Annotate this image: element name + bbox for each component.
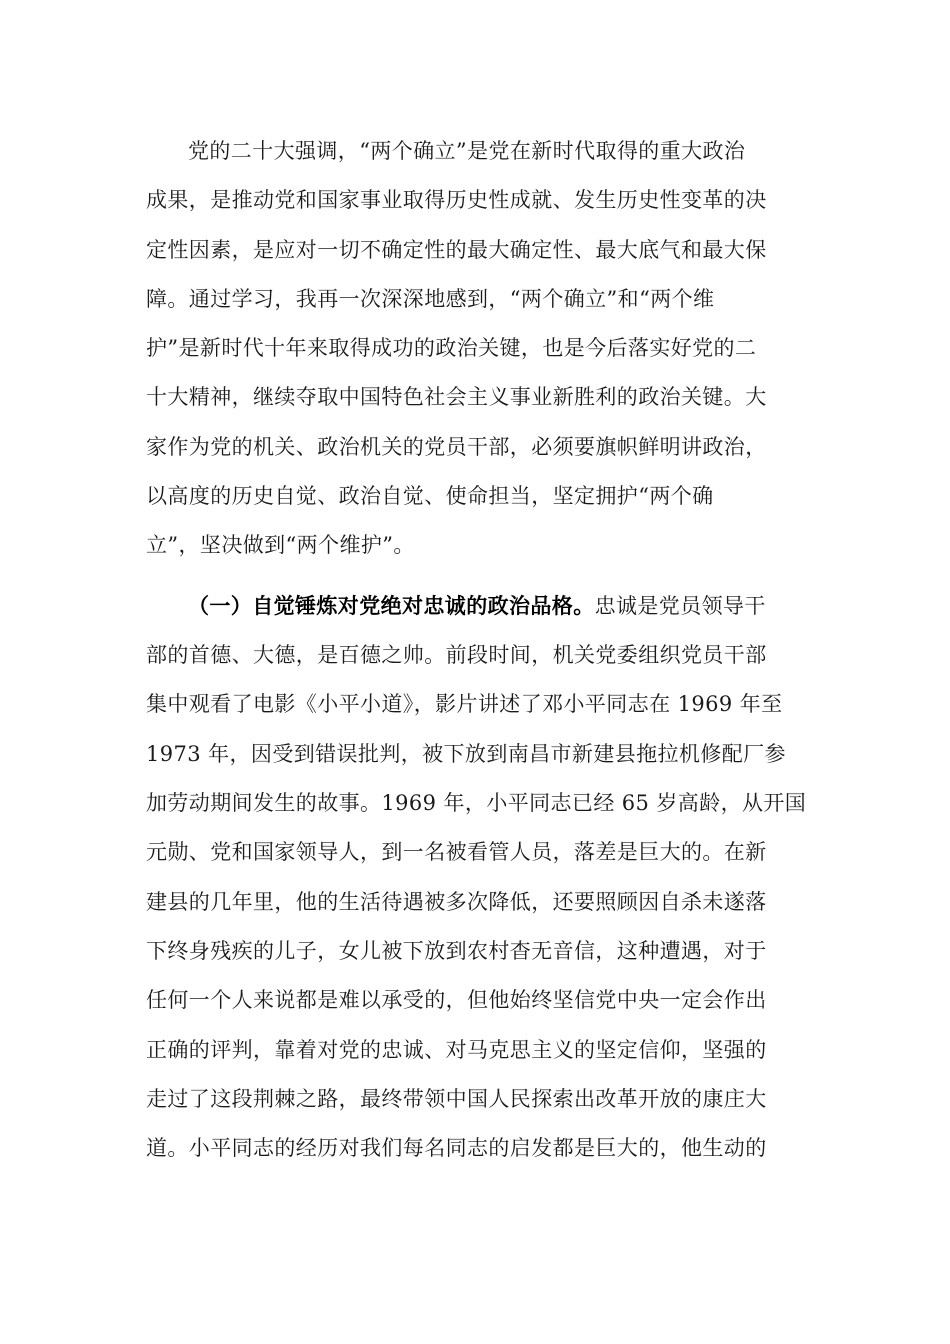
paragraph1-line-6: 十大精神，继续夺取中国特色社会主义事业新胜利的政治关键。大	[146, 385, 767, 409]
paragraph1-line-2: 成果，是推动党和国家事业取得历史性成就、发生历史性变革的决	[146, 188, 767, 212]
paragraph2-line-10: 正确的评判，靠着对党的忠诚、对马克思主义的坚定信仰，坚强的	[146, 1038, 767, 1062]
paragraph2-first-line-text: 忠诚是党员领导干	[594, 594, 766, 618]
paragraph2-line-12: 道。小平同志的经历对我们每名同志的启发都是巨大的，他生动的	[146, 1136, 767, 1160]
paragraph1-line-3: 定性因素，是应对一切不确定性的最大确定性、最大底气和最大保	[146, 238, 767, 262]
paragraph1-line-1: 党的二十大强调，“两个确立”是党在新时代取得的重大政治	[188, 139, 746, 163]
paragraph2-line-5: 加劳动期间发生的故事。1969 年，小平同志已经 65 岁高龄，从开国	[146, 791, 807, 815]
section-heading: （一）自觉锤炼对党绝对忠诚的政治品格。	[188, 593, 595, 618]
paragraph1-line-5: 护”是新时代十年来取得成功的政治关键，也是今后落实好党的二	[146, 336, 757, 360]
paragraph2-line-3: 集中观看了电影《小平小道》，影片讲述了邓小平同志在 1969 年至	[146, 692, 783, 716]
body-text	[146, 0, 806, 1344]
paragraph2-line-2: 部的首德、大德，是百德之帅。前段时间，机关党委组织党员干部	[146, 643, 767, 667]
paragraph1-line-4: 障。通过学习，我再一次深深地感到，“两个确立”和“两个维	[146, 287, 715, 311]
paragraph2-line-8: 下终身残疾的儿子，女儿被下放到农村杳无音信，这种遭遇，对于	[146, 939, 767, 963]
paragraph1-line-9: 立”，坚决做到“两个维护”。	[146, 533, 415, 557]
paragraph1-line-8: 以高度的历史自觉、政治自觉、使命担当，坚定拥护“两个确	[146, 484, 714, 508]
paragraph2-line-11: 走过了这段荆棘之路，最终带领中国人民探索出改革开放的康庄大	[146, 1087, 767, 1111]
paragraph2-line-9: 任何一个人来说都是难以承受的，但他始终坚信党中央一定会作出	[146, 988, 767, 1012]
paragraph2-line-1	[188, 592, 766, 620]
paragraph1-line-7: 家作为党的机关、政治机关的党员干部，必须要旗帜鲜明讲政治，	[146, 435, 767, 459]
paragraph2-line-4: 1973 年，因受到错误批判，被下放到南昌市新建县拖拉机修配厂参	[146, 742, 786, 766]
paragraph2-line-7: 建县的几年里，他的生活待遇被多次降低，还要照顾因自杀未遂落	[146, 890, 767, 914]
paragraph2-line-6: 元勋、党和国家领导人，到一名被看管人员，落差是巨大的。在新	[146, 840, 767, 864]
